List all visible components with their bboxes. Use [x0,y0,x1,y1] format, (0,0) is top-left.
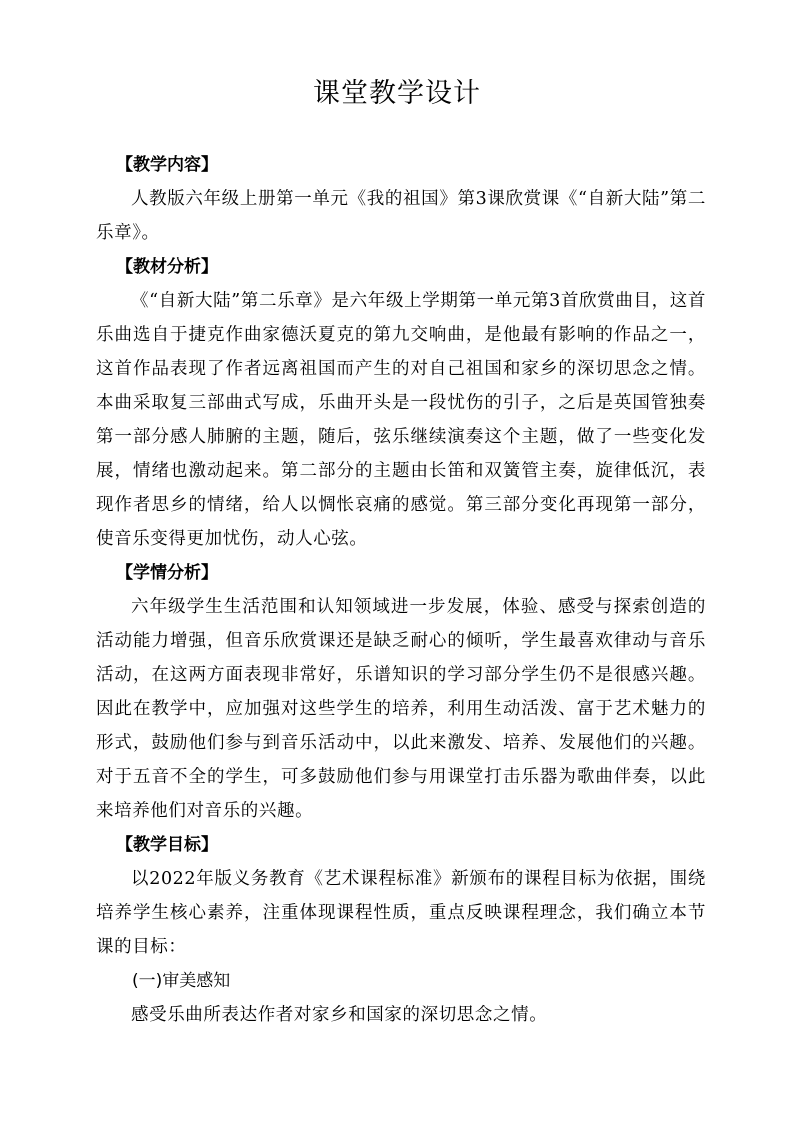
document-body [96,148,706,1032]
paragraph-aesthetic-perception: 感受乐曲所表达作者对家乡和国家的深切思念之情。 [131,1005,548,1025]
paragraph-teaching-goals: 以2022年版义务教育《艺术课程标准》新颁布的课程目标为依据，围绕培养学生核心素养，注重体现课程性质，重点反映课程理念，我们确立本节课的目标： [96,869,706,957]
subheading-aesthetic-perception: (一)审美感知 [132,971,231,991]
section-heading-student-analysis: 【学情分析】 [116,563,218,583]
section-heading-teaching-goals: 【教学目标】 [116,835,218,855]
section-heading-teaching-content: 【教学内容】 [116,155,218,175]
section-heading-material-analysis: 【教材分析】 [116,257,218,277]
paragraph-student-analysis: 六年级学生生活范围和认知领域进一步发展，体验、感受与探索创造的活动能力增强，但音乐欣赏课还是缺乏耐心的倾听，学生最喜欢律动与音乐活动，在这两方面表现非常好，乐谱知识的学习部分学生仍不是很感兴趣。因此在教学中，应加强对这些学生的培养，利用生动活泼、富于艺术魅力的形式，鼓励他们参与到音乐活动中，以此来激发、培养、发展他们的兴趣。对于五音不全的学生，可多鼓励他们参与用课堂打击乐器为歌曲伴奏，以此来培养他们对音乐的兴趣。 [96,597,706,821]
paragraph-teaching-content: 人教版六年级上册第一单元《我的祖国》第3课欣赏课《“自新大陆”第二乐章》。 [96,189,706,243]
document-title: 课堂教学设计 [313,78,481,109]
paragraph-material-analysis: 《“自新大陆”第二乐章》是六年级上学期第一单元第3首欣赏曲目，这首乐曲选自于捷克作曲家德沃夏克的第九交响曲，是他最有影响的作品之一，这首作品表现了作者远离祖国而产生的对自己祖国和家乡的深切思念之情。本曲采取复三部曲式写成，乐曲开头是一段忧伤的引子，之后是英国管独奏第一部分感人肺腑的主题，随后，弦乐继续演奏这个主题，做了一些变化发展，情绪也激动起来。第二部分的主题由长笛和双簧管主奏，旋律低沉，表现作者思乡的情绪，给人以惆怅哀痛的感觉。第三部分变化再现第一部分，使音乐变得更加忧伤，动人心弦。 [96,291,706,549]
